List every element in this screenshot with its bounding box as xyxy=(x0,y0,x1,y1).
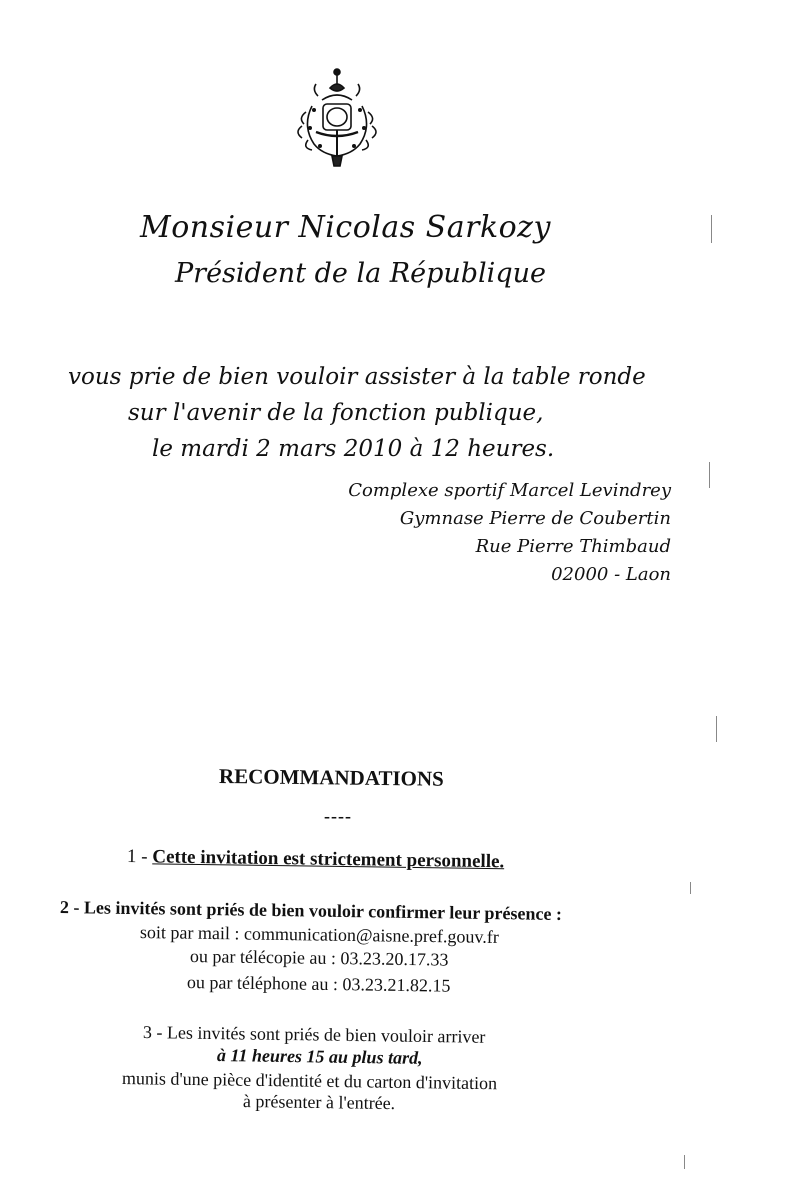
scan-mark xyxy=(684,1155,685,1169)
item-3-line-3: munis d'une pièce d'identité et du carton d'invitation xyxy=(121,1068,498,1094)
recommendation-item-2-heading: 2 - Les invités sont priés de bien vouloir confirmer leur présence : xyxy=(59,897,563,925)
invitation-line-1: vous prie de bien vouloir assister à la table ronde xyxy=(68,364,646,390)
item-2-phone: ou par téléphone au : 03.23.21.82.15 xyxy=(186,972,451,996)
item-3-line-1: 3 - Les invités sont priés de bien vouloir arriver xyxy=(142,1022,486,1047)
venue-line-2: Gymnase Pierre de Coubertin xyxy=(399,508,671,529)
invitation-line-2: sur l'avenir de la fonction publique, xyxy=(128,400,544,426)
venue-line-3: Rue Pierre Thimbaud xyxy=(475,536,671,557)
scan-mark xyxy=(711,215,712,243)
item-1-number: 1 - xyxy=(126,846,153,868)
french-republic-emblem-icon xyxy=(292,66,382,168)
host-title: Président de la République xyxy=(175,258,546,289)
item-1-text: Cette invitation est strictement personnelle. xyxy=(152,846,505,873)
invitation-line-3: le mardi 2 mars 2010 à 12 heures. xyxy=(152,436,555,462)
recommendation-item-1 xyxy=(127,846,505,873)
recommendations-separator: ---- xyxy=(324,806,352,826)
item-3-line-4: à présenter à l'entrée. xyxy=(242,1091,396,1114)
recommendations-heading: RECOMMANDATIONS xyxy=(218,764,444,791)
venue-line-1: Complexe sportif Marcel Levindrey xyxy=(348,480,671,501)
host-name: Monsieur Nicolas Sarkozy xyxy=(140,210,551,245)
scan-mark xyxy=(716,716,717,742)
item-3-emphasis: à 11 heures 15 au plus tard, xyxy=(216,1045,423,1068)
item-2-mail: soit par mail : communication@aisne.pref.gouv.fr xyxy=(139,922,499,948)
item-2-fax: ou par télécopie au : 03.23.20.17.33 xyxy=(189,946,449,970)
scan-mark xyxy=(709,462,710,488)
venue-line-4: 02000 - Laon xyxy=(551,564,671,585)
scan-mark xyxy=(690,882,691,894)
